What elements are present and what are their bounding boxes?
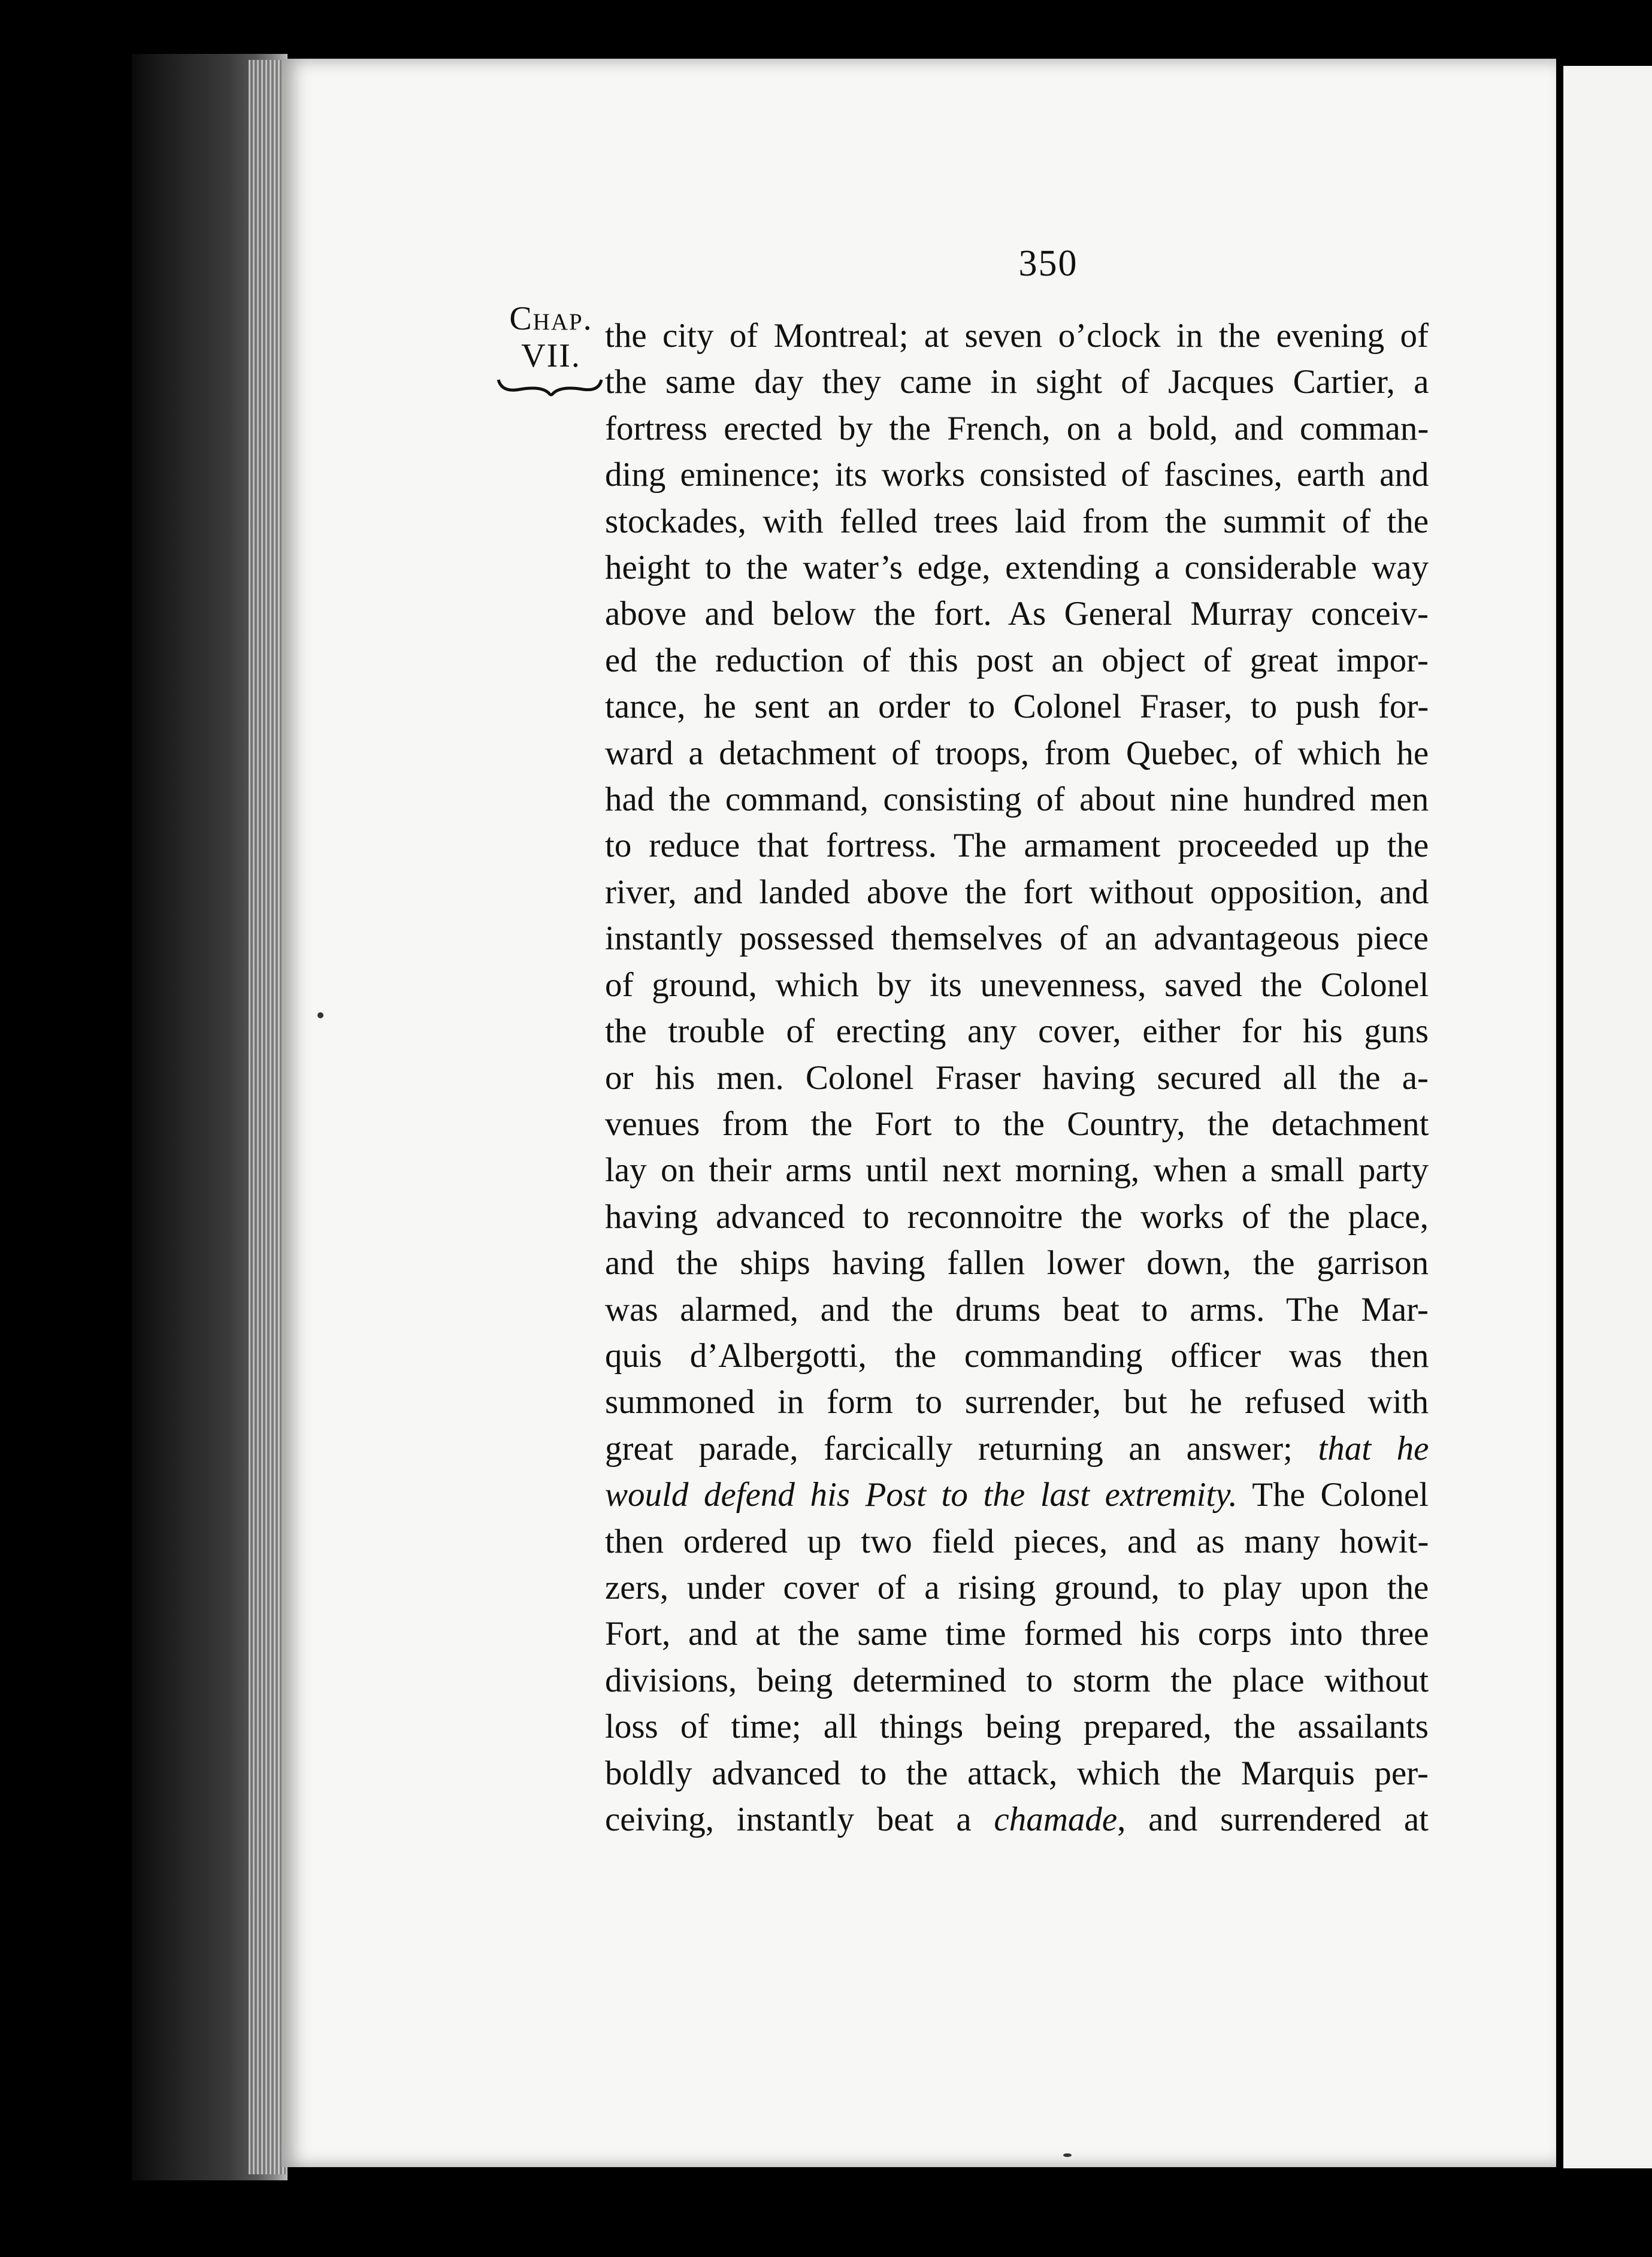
line-text: stockades, with felled trees laid from the summit of the bbox=[605, 502, 1429, 540]
italic-text: chamade bbox=[994, 1801, 1118, 1838]
line-text: ding eminence; its works consisted of fascines, earth and bbox=[605, 456, 1429, 494]
line-text: river, and landed above the fort without opposition, and bbox=[605, 873, 1429, 911]
text-line bbox=[605, 1704, 1429, 1750]
italic-text: would defend his Post to the last extremity. bbox=[605, 1476, 1238, 1514]
line-text: instantly possessed themselves of an advantageous piece bbox=[605, 919, 1429, 958]
text-line bbox=[605, 1287, 1429, 1333]
line-text: The Colonel bbox=[1237, 1476, 1429, 1514]
text-line bbox=[605, 1472, 1429, 1518]
text-line bbox=[605, 544, 1429, 591]
text-line bbox=[605, 1796, 1429, 1842]
line-text: height to the water’s edge, extending a considerable way bbox=[605, 549, 1429, 587]
text-line bbox=[605, 1055, 1429, 1101]
speck bbox=[1063, 2153, 1072, 2157]
text-line bbox=[605, 1008, 1429, 1054]
text-line bbox=[605, 683, 1429, 730]
text-line bbox=[605, 406, 1429, 452]
text-line bbox=[605, 359, 1429, 405]
line-text: summoned in form to surrender, but he refused with bbox=[605, 1383, 1429, 1421]
text-line bbox=[605, 730, 1429, 776]
line-text: zers, under cover of a rising ground, to play upon the bbox=[605, 1568, 1429, 1606]
text-line bbox=[605, 313, 1429, 359]
line-text: loss of time; all things being prepared, the assailants bbox=[605, 1708, 1429, 1746]
text-line bbox=[605, 1194, 1429, 1240]
text-line bbox=[605, 1333, 1429, 1379]
text-line bbox=[605, 776, 1429, 822]
text-line bbox=[605, 869, 1429, 915]
text-line bbox=[605, 1101, 1429, 1147]
text-line bbox=[605, 591, 1429, 637]
line-text: ed the reduction of this post an object of great impor- bbox=[605, 641, 1429, 679]
line-text: above and below the fort. As General Murray conceiv- bbox=[605, 595, 1429, 633]
line-text: quis d’Albergotti, the commanding officer was then bbox=[605, 1336, 1429, 1375]
text-line bbox=[605, 915, 1429, 961]
line-text: then ordered up two field pieces, and as many howit- bbox=[605, 1522, 1429, 1560]
text-line bbox=[605, 822, 1429, 869]
text-line bbox=[605, 1611, 1429, 1657]
text-line bbox=[605, 1426, 1429, 1472]
page-number: 350 bbox=[1018, 243, 1078, 284]
italic-text: that he bbox=[1318, 1429, 1429, 1468]
text-line bbox=[605, 452, 1429, 498]
line-text: great parade, farcically returning an answer; bbox=[605, 1429, 1318, 1468]
line-text: the city of Montreal; at seven o’clock in the evening of bbox=[605, 317, 1429, 355]
text-line bbox=[605, 1240, 1429, 1286]
text-line bbox=[605, 637, 1429, 683]
text-line bbox=[605, 498, 1429, 544]
line-text: the same day they came in sight of Jacques Cartier, a bbox=[605, 363, 1429, 401]
gutter-shadow bbox=[1556, 72, 1563, 2156]
chapter-label: Chap. bbox=[509, 300, 593, 337]
page-edges bbox=[249, 60, 286, 2174]
line-text: or his men. Colonel Fraser having secured all the a- bbox=[605, 1058, 1429, 1097]
line-text: of ground, which by its unevenness, saved the Colonel bbox=[605, 966, 1429, 1004]
line-text: tance, he sent an order to Colonel Fraser, to push for- bbox=[605, 688, 1429, 726]
text-line bbox=[605, 962, 1429, 1008]
line-text: fortress erected by the French, on a bold, and comman- bbox=[605, 409, 1429, 447]
text-line bbox=[605, 1518, 1429, 1565]
text-line bbox=[605, 1147, 1429, 1193]
line-text: had the command, consisting of about nine hundred men bbox=[605, 780, 1429, 819]
line-text: , and surrendered at bbox=[1117, 1801, 1429, 1838]
line-text: boldly advanced to the attack, which the Marquis per- bbox=[605, 1754, 1429, 1792]
facing-page-edge bbox=[1563, 66, 1652, 2168]
line-text: ceiving, instantly beat a bbox=[605, 1801, 994, 1838]
line-text: was alarmed, and the drums beat to arms. The Mar- bbox=[605, 1290, 1429, 1329]
line-text: to reduce that fortress. The armament proceeded up the bbox=[605, 827, 1429, 865]
line-text: venues from the Fort to the Country, the detachment bbox=[605, 1105, 1429, 1143]
speck bbox=[317, 1012, 323, 1018]
body-text bbox=[605, 313, 1429, 1842]
text-line bbox=[605, 1565, 1429, 1611]
chapter-number: VII. bbox=[521, 337, 581, 374]
line-text: the trouble of erecting any cover, either for his guns bbox=[605, 1012, 1429, 1051]
margin-note bbox=[491, 299, 611, 399]
line-text: lay on their arms until next morning, when a small party bbox=[605, 1151, 1429, 1190]
brace-ornament bbox=[496, 375, 604, 399]
text-line bbox=[605, 1750, 1429, 1796]
line-text: divisions, being determined to storm the place without bbox=[605, 1661, 1429, 1699]
line-text: ward a detachment of troops, from Quebec, of which he bbox=[605, 734, 1429, 772]
text-line bbox=[605, 1657, 1429, 1704]
text-line bbox=[605, 1379, 1429, 1425]
line-text: having advanced to reconnoitre the works of the place, bbox=[605, 1197, 1429, 1236]
line-text: Fort, and at the same time formed his corps into three bbox=[605, 1615, 1429, 1653]
line-text: and the ships having fallen lower down, the garrison bbox=[605, 1244, 1429, 1282]
